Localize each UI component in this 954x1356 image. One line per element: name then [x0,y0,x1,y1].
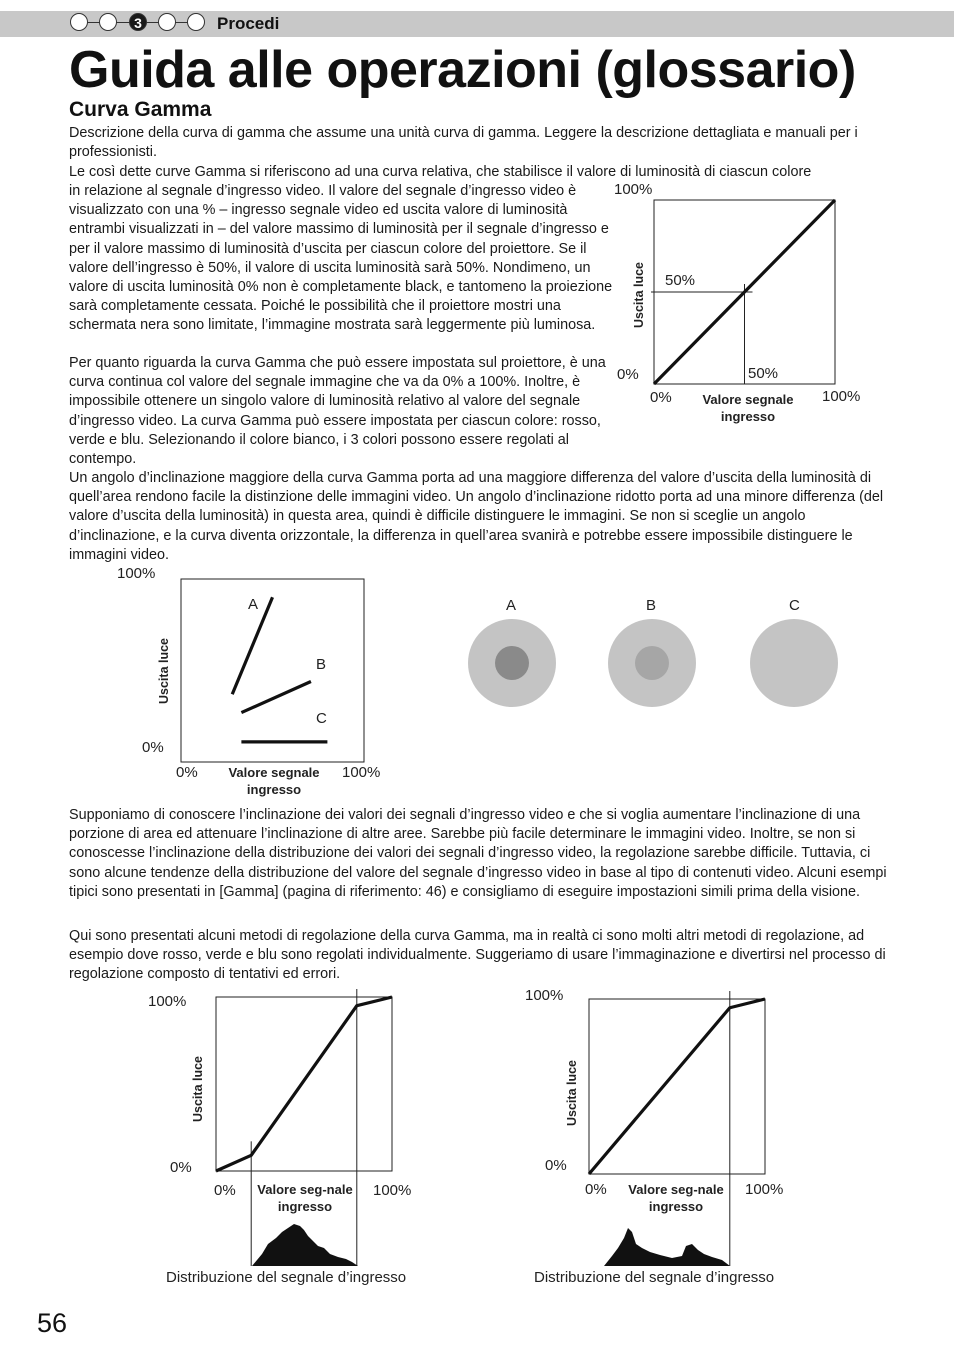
g3-x-axis-label: Valore seg-nale ingresso [257,1182,353,1214]
step-3-active: 3 [129,13,147,31]
g4-x-start: 0% [585,1181,607,1198]
g2-y-top: 100% [117,565,156,582]
intro-3-text: Per quanto riguarda la curva Gamma che può essere impostata sul proiettore, è una curva continua col valore del segnale immagine che va da 0% a 100%. Inoltre, è impossibile ottenere un singolo valore di luminosità relativo al valore del segnale d’ingresso video. La curva Gamma può essere impostata per ciascun colore: rosso, verde e blu. Selezionando il colore bianco, i 3 colori possono essere regolati al contempo. [69,355,606,468]
section-label: Procedi [217,14,280,33]
g1-y-mid: 50% [665,272,696,289]
g4-y-bottom: 0% [545,1157,567,1174]
g4-frame [589,999,765,1174]
circle-label-c: C [789,597,800,614]
g1-x-axis-label: Valore segnale ingresso [702,392,794,424]
g3-x-end: 100% [373,1182,412,1199]
g2-label-c: C [316,710,327,727]
g1-y-top: 100% [614,181,653,198]
g4-x-axis-label: Valore seg-nale ingresso [628,1182,724,1214]
g1-x-mid: 50% [748,365,779,382]
paragraph-intro-2-line1: Le così dette curve Gamma si riferiscono ad una curva relativa, che stabilisce il valore di luminosità di ciascun colore [69,164,812,180]
circle-label-a: A [506,597,517,614]
g2-label-b: B [316,656,327,673]
g3-y-top: 100% [148,993,187,1010]
distribution-caption-1: Distribuzione del segnale d’ingresso [166,1269,407,1286]
page-number: 56 [37,1308,68,1338]
g1-x-end: 100% [822,388,861,405]
g2-label-a: A [248,596,259,613]
g4-distribution-hump [604,1228,730,1266]
suppose-text: Supponiamo di conoscere l’inclinazione dei valori dei segnali d’ingresso video e che si voglia aumentare l’inclinazione di una porzione di area ed attenuare l’inclinazione di altre aree. Sarebbe più facile determinare le immagini video. Inoltre, se non si conoscesse l’inclinazione della distribuzione dei valori dei segnali d’ingresso video, la regolazione sarebbe difficile. Tuttavia, ci sono alcune tendenze della distribuzione del valore del segnale d’ingresso video in base al tipo di contenuti video. Alcuni esempi tipici sono presentati in [Gamma] (pagina di riferimento: 46) e consigliamo di eseguire impostazioni simili prima della visione. [69,807,887,900]
g2-y-bottom: 0% [142,739,164,756]
g3-x-start: 0% [214,1182,236,1199]
g2-y-axis-label: Uscita luce [157,637,171,704]
g4-series-line [589,999,765,1174]
g3-y-bottom: 0% [170,1159,192,1176]
distribution-caption-2: Distribuzione del segnale d’ingresso [534,1269,775,1286]
g4-y-axis-label: Uscita luce [565,1059,579,1126]
methods-text: Qui sono presentati alcuni metodi di regolazione della curva Gamma, ma in realtà ci sono molti altri metodi di regolazione, ad esempio dove rosso, verde e blu sono regolati individualmente. Suggeriamo di usare l’immaginazione e divertirsi nel processo di regolazione composto di tentativi ed errori. [69,928,886,983]
g1-y-axis-label: Uscita luce [632,261,646,328]
intro-2-text: in relazione al segnale d’ingresso video. Il valore del segnale d’ingresso video è visualizzato con una % – ingresso segnale video ed uscita valore di luminosità entrambi visualizzati in – del valore massimo di luminosità per il segnale d’ingresso e per il valore massimo di luminosità d’uscita per ciascun colore del proiettore. Se il valore dell’ingresso è 50%, il valore di uscita luminosità sarà 50%. Nondimeno, un valore di uscita luminosità 0% non è completamente black, e tantomeno la proiezione sarà completamente cessata. Poiché le possibilità che il proiettore mostri una schermata nera sono limitate, l’immagine mostrata sarà leggermente più luminosa. [69,183,613,334]
g2-x-axis-label: Valore segnale ingresso [228,765,320,797]
g4-y-top: 100% [525,987,564,1004]
g2-x-end: 100% [342,764,381,781]
g3-y-axis-label: Uscita luce [191,1055,205,1122]
page-title: Guida alle operazioni (glossario) [69,41,856,99]
g4-x-end: 100% [745,1181,784,1198]
intro-1-text: Descrizione della curva di gamma che assume una unità curva di gamma. Leggere la descrizione dettagliata e manuali per i professionisti. [69,125,858,161]
g1-x-start: 0% [650,389,672,406]
g1-y-bottom: 0% [617,366,639,383]
slope-text: Un angolo d’inclinazione maggiore della curva Gamma porta ad una maggiore differenza del valore d’uscita della luminosità di quell’area rendono facile la distinzione delle immagini video. Un angolo d’inclinazione ridotto porta ad una minore differenza (del valore d’uscita della luminosità) in questa area, quindi è difficile distinguere le immagini. Se non si sceglie un angolo d’inclinazione, e la curva diventa orizzontale, la differenza in quell’area svanirà e potrebbe essere impossibile distinguere le immagini video. [69,470,884,563]
section-subtitle: Curva Gamma [69,98,212,121]
g2-x-start: 0% [176,764,198,781]
circle-label-b: B [646,597,657,614]
